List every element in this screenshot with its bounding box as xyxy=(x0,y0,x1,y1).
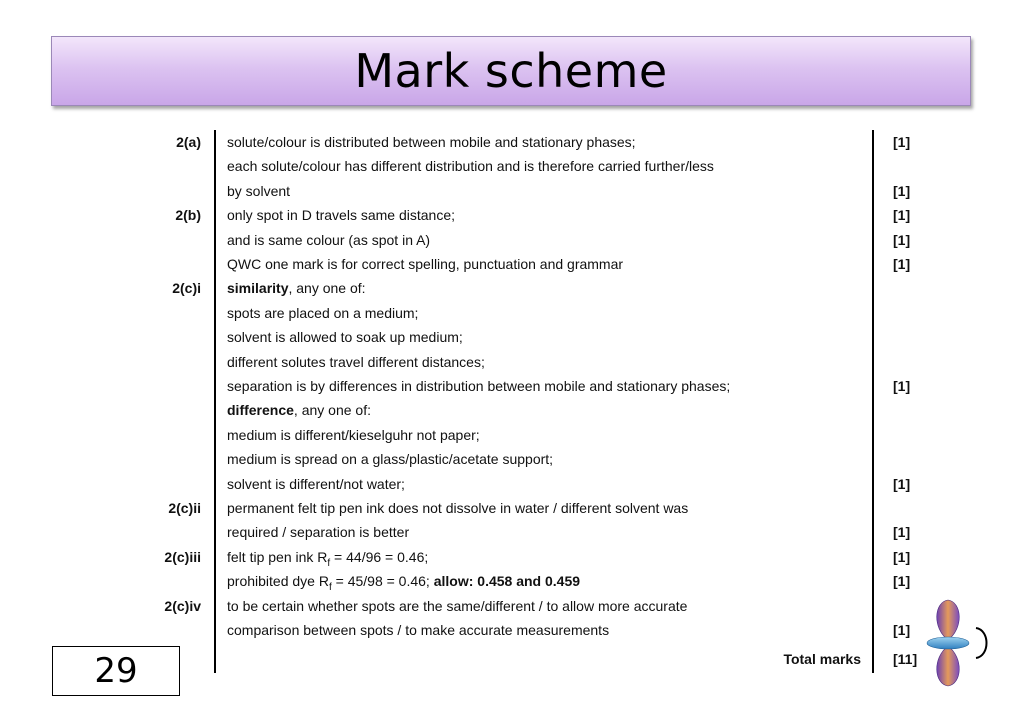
table-row xyxy=(0,545,1023,569)
question-id: 2(c)ii xyxy=(168,500,201,516)
answer-text xyxy=(227,252,623,276)
answer-text-part: different solutes travel different distances; xyxy=(227,353,485,370)
answer-text xyxy=(227,398,371,422)
answer-text-part: QWC one mark is for correct spelling, punctuation and grammar xyxy=(227,256,624,272)
answer-text-part: solvent is allowed to soak up medium; xyxy=(227,329,463,346)
answer-text xyxy=(227,179,290,203)
answer-text-part: each solute/colour has different distribution and is therefore carried further/less xyxy=(227,158,714,175)
answer-text-part: , any one of: xyxy=(293,402,371,419)
question-id: 2(c)iii xyxy=(164,548,201,565)
answer-text xyxy=(227,496,688,520)
answer-text xyxy=(227,154,714,178)
mark-value: [1] xyxy=(893,573,911,590)
table-row xyxy=(0,228,1023,252)
answer-text-part: solvent is different/not water; xyxy=(227,475,405,492)
answer-text xyxy=(227,472,405,496)
answer-bold-text: similarity xyxy=(227,280,289,297)
table-row xyxy=(0,252,1023,276)
table-row xyxy=(0,179,1023,203)
answer-text-part: required / separation is better xyxy=(227,524,410,541)
orbital-logo-icon xyxy=(926,598,996,688)
answer-text xyxy=(227,447,553,471)
table-row xyxy=(0,447,1023,471)
answer-text-part: separation is by differences in distribution between mobile and stationary phases; xyxy=(227,378,731,394)
answer-text xyxy=(227,618,609,642)
table-row xyxy=(0,496,1023,520)
answer-text xyxy=(227,228,430,252)
page-title: Mark scheme xyxy=(354,44,668,98)
table-row xyxy=(0,398,1023,422)
answer-text-part: f xyxy=(328,581,332,593)
answer-text-part: f xyxy=(327,557,331,569)
table-row xyxy=(0,520,1023,544)
answer-text-part: medium is different/kieselguhr not paper; xyxy=(227,426,480,443)
table-row xyxy=(0,569,1023,593)
answer-text xyxy=(227,203,455,227)
answer-text xyxy=(227,301,418,325)
answer-text xyxy=(227,276,366,300)
mark-value: [1] xyxy=(893,256,911,272)
answer-text-part: comparison between spots / to make accurate measurements xyxy=(227,622,610,638)
answer-text-part: solute/colour is distributed between mobile and stationary phases; xyxy=(227,134,636,150)
answer-text xyxy=(227,374,730,398)
mark-value: [1] xyxy=(893,134,911,150)
answer-text-part: permanent felt tip pen ink does not dissolve in water / different solvent was xyxy=(227,500,689,516)
mark-value: [1] xyxy=(893,548,911,565)
answer-text xyxy=(227,325,463,349)
table-row xyxy=(0,130,1023,154)
answer-text xyxy=(227,520,409,544)
mark-value: [1] xyxy=(893,207,911,224)
mark-value: [1] xyxy=(893,182,911,199)
question-id: 2(c)i xyxy=(172,280,201,297)
answer-text xyxy=(227,130,636,154)
answer-bold-text: allow: 0.458 and 0.459 xyxy=(433,573,581,590)
table-row xyxy=(0,594,1023,618)
question-id: 2(c)iv xyxy=(164,597,201,614)
total-mark: [11] xyxy=(893,651,918,667)
mark-value: [1] xyxy=(893,231,911,248)
table-row xyxy=(0,350,1023,374)
answer-text-part: prohibited dye R xyxy=(227,573,329,590)
question-id: 2(a) xyxy=(176,134,201,150)
answer-text-part: = 44/96 = 0.46; xyxy=(330,548,429,565)
slide-number: 29 xyxy=(94,651,138,691)
answer-text xyxy=(227,350,485,374)
table-row xyxy=(0,472,1023,496)
total-label: Total marks xyxy=(783,651,861,667)
answer-text xyxy=(227,594,687,618)
answer-text-part: to be certain whether spots are the same/different / to allow more accurate xyxy=(227,597,688,614)
table-row xyxy=(0,374,1023,398)
answer-text xyxy=(227,423,480,447)
answer-text-part: and is same colour (as spot in A) xyxy=(227,231,431,248)
answer-text-part: felt tip pen ink R xyxy=(227,548,328,565)
table-row xyxy=(0,276,1023,300)
mark-value: [1] xyxy=(893,475,911,492)
table-row xyxy=(0,301,1023,325)
answer-text-part: only spot in D travels same distance; xyxy=(227,207,455,224)
answer-text-part: = 45/98 = 0.46; xyxy=(331,573,434,590)
answer-text-part: spots are placed on a medium; xyxy=(227,304,419,321)
table-row xyxy=(0,154,1023,178)
answer-text-part: medium is spread on a glass/plastic/acetate support; xyxy=(227,451,554,468)
question-id: 2(b) xyxy=(175,207,201,224)
table-row xyxy=(0,203,1023,227)
answer-bold-text: difference xyxy=(227,402,294,419)
answer-text-part: by solvent xyxy=(227,182,291,199)
mark-value: [1] xyxy=(893,622,911,638)
answer-text-part: , any one of: xyxy=(288,280,366,297)
table-row xyxy=(0,423,1023,447)
table-row xyxy=(0,325,1023,349)
mark-value: [1] xyxy=(893,524,911,541)
table-row xyxy=(0,618,1023,642)
mark-value: [1] xyxy=(893,378,911,394)
slide-number-box xyxy=(52,646,180,696)
